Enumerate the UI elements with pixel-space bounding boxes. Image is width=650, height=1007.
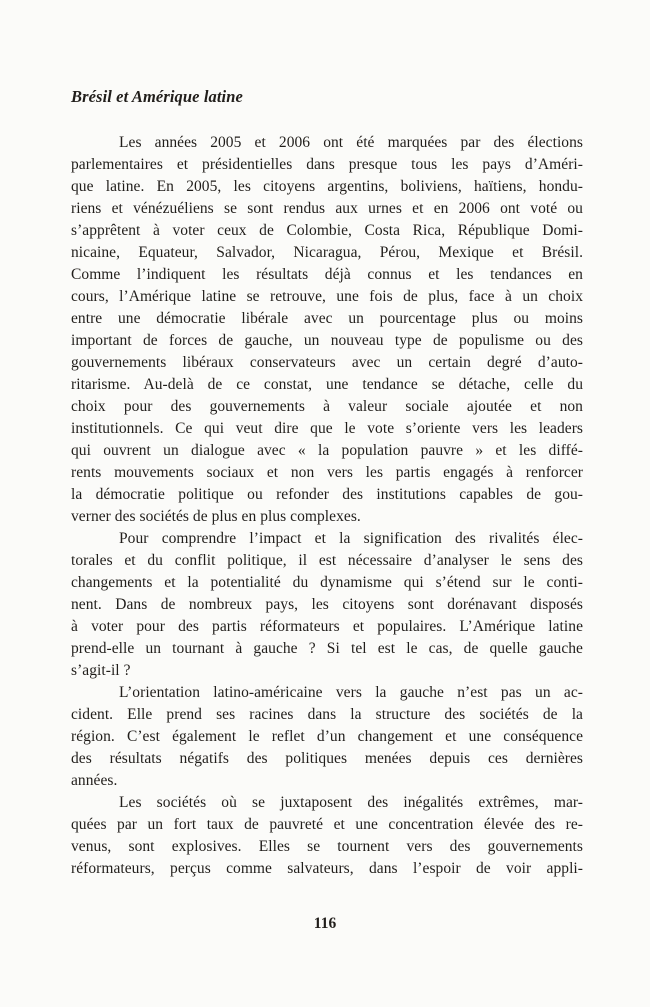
text-line: qui ouvrent un dialogue avec « la population pauvre » et les diffé- bbox=[71, 442, 583, 459]
text-line: région. C’est également le reflet d’un changement et une conséquence bbox=[71, 728, 583, 745]
section-heading: Brésil et Amérique latine bbox=[71, 87, 243, 106]
page-number: 116 bbox=[313, 915, 337, 932]
text-line: réformateurs, perçus comme salvateurs, dans l’espoir de voir appli- bbox=[71, 860, 583, 877]
text-line: gouvernements libéraux conservateurs avec un certain degré d’auto- bbox=[71, 354, 583, 371]
text-line: rents mouvements sociaux et non vers les partis engagés à renforcer bbox=[71, 464, 583, 481]
text-line: changements et la potentialité du dynamisme qui s’étend sur le conti- bbox=[71, 574, 583, 591]
text-line: s’apprêtent à voter ceux de Colombie, Costa Rica, République Domi- bbox=[71, 222, 583, 239]
text-line: cours, l’Amérique latine se retrouve, une fois de plus, face à un choix bbox=[71, 288, 583, 305]
text-line: L’orientation latino-américaine vers la gauche n’est pas un ac- bbox=[119, 684, 583, 701]
text-line: que latine. En 2005, les citoyens argentins, boliviens, haïtiens, hondu- bbox=[71, 178, 583, 195]
page-body bbox=[71, 132, 583, 880]
text-line: institutionnels. Ce qui veut dire que le vote s’oriente vers les leaders bbox=[71, 420, 583, 437]
paragraph bbox=[71, 132, 583, 528]
text-line: quées par un fort taux de pauvreté et une concentration élevée des re- bbox=[71, 816, 583, 833]
text-line: entre une démocratie libérale avec un pourcentage plus ou moins bbox=[71, 310, 583, 327]
text-line: cident. Elle prend ses racines dans la structure des sociétés de la bbox=[71, 706, 583, 723]
text-line: venus, sont explosives. Elles se tournent vers des gouvernements bbox=[71, 838, 583, 855]
text-line: des résultats négatifs des politiques menées depuis ces dernières bbox=[71, 750, 583, 767]
text-line: riens et vénézuéliens se sont rendus aux urnes et en 2006 ont voté ou bbox=[71, 200, 583, 217]
text-line: Pour comprendre l’impact et la signification des rivalités élec- bbox=[119, 530, 583, 547]
text-line: ritarisme. Au-delà de ce constat, une tendance se détache, celle du bbox=[71, 376, 583, 393]
text-line: verner des sociétés de plus en plus complexes. bbox=[71, 508, 361, 525]
text-line: nicaine, Equateur, Salvador, Nicaragua, Pérou, Mexique et Brésil. bbox=[71, 244, 583, 261]
text-line: Les sociétés où se juxtaposent des inégalités extrêmes, mar- bbox=[119, 794, 583, 811]
text-line: parlementaires et présidentielles dans presque tous les pays d’Améri- bbox=[71, 156, 583, 173]
text-line: s’agit-il ? bbox=[71, 662, 131, 679]
text-line: Comme l’indiquent les résultats déjà connus et les tendances en bbox=[71, 266, 583, 283]
text-line: Les années 2005 et 2006 ont été marquées par des élections bbox=[119, 134, 583, 151]
text-line: années. bbox=[71, 772, 118, 789]
text-line: torales et du conflit politique, il est nécessaire d’analyser le sens des bbox=[71, 552, 583, 569]
text-line: à voter pour des partis réformateurs et populaires. L’Amérique latine bbox=[71, 618, 583, 635]
paragraph bbox=[71, 792, 583, 880]
text-line: choix pour des gouvernements à valeur sociale ajoutée et non bbox=[71, 398, 583, 415]
text-line: nent. Dans de nombreux pays, les citoyens sont dorénavant disposés bbox=[71, 596, 583, 613]
text-line: prend-elle un tournant à gauche ? Si tel est le cas, de quelle gauche bbox=[71, 640, 583, 657]
paragraph bbox=[71, 682, 583, 792]
text-line: important de forces de gauche, un nouveau type de populisme ou des bbox=[71, 332, 583, 349]
paragraph bbox=[71, 528, 583, 682]
text-line: la démocratie politique ou refonder des institutions capables de gou- bbox=[71, 486, 583, 503]
